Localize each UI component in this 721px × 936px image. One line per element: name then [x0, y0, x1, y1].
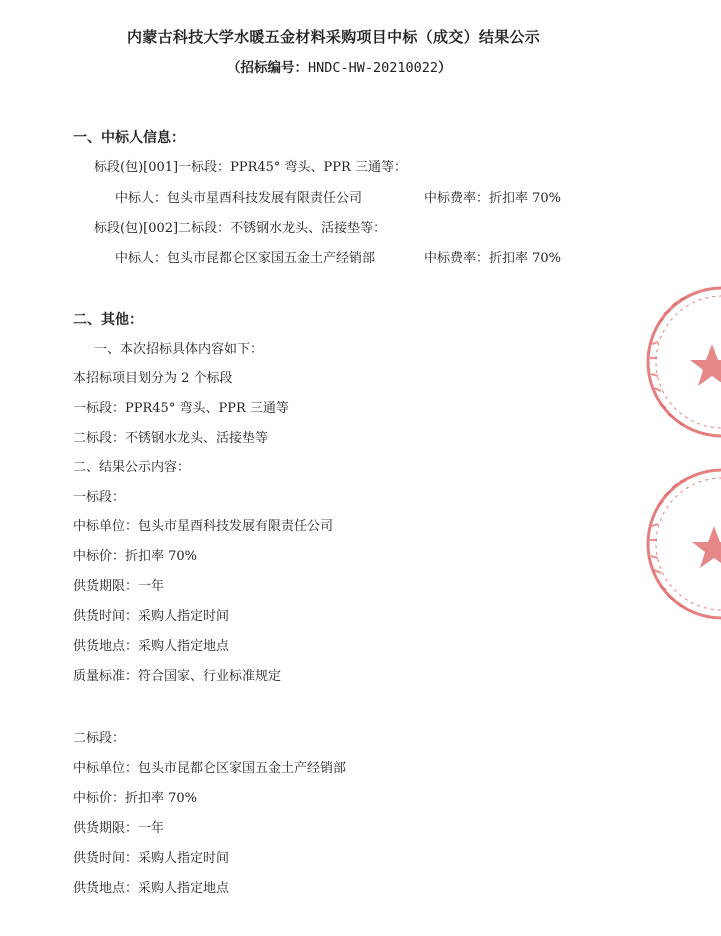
lotB-time: 供货时间：采购人指定时间 — [73, 851, 230, 866]
lot1-description: 标段(包)[001]一标段：PPR45° 弯头、PPR 三通等： — [94, 160, 407, 175]
lot2-rate: 中标费率：折扣率 70% — [424, 251, 562, 266]
content-line: 一标段：PPR45° 弯头、PPR 三通等 — [73, 401, 289, 416]
lotB-place: 供货地点：采购人指定地点 — [73, 881, 230, 896]
lot1-rate: 中标费率：折扣率 70% — [424, 191, 562, 206]
lot1-winner: 中标人：包头市星酉科技发展有限责任公司 — [115, 191, 363, 206]
official-seal-top-icon — [640, 284, 721, 440]
content-line: 本招标项目划分为 2 个标段 — [73, 371, 233, 386]
lotA-quality: 质量标准：符合国家、行业标准规定 — [73, 669, 282, 684]
subsection-results: 二、结果公示内容： — [73, 460, 191, 475]
tender-number-prefix: （招标编号： — [227, 60, 308, 76]
lot2-winner: 中标人：包头市昆都仑区家国五金土产经销部 — [115, 251, 376, 266]
lotA-unit: 中标单位：包头市星酉科技发展有限责任公司 — [73, 519, 334, 534]
section2-heading: 二、其他： — [73, 312, 143, 328]
tender-number — [227, 60, 452, 76]
subsection-content: 一、本次招标具体内容如下： — [94, 342, 264, 357]
page-title: 内蒙古科技大学水暖五金材料采购项目中标（成交）结果公示 — [127, 28, 541, 46]
tender-number-suffix: ） — [438, 60, 452, 76]
official-seal-bottom-icon — [640, 464, 721, 620]
lotA-time: 供货时间：采购人指定时间 — [73, 609, 230, 624]
lotA-price: 中标价：折扣率 70% — [73, 549, 198, 564]
tender-number-code: HNDC-HW-20210022 — [308, 60, 439, 76]
lotB-period: 供货期限：一年 — [73, 821, 165, 836]
lotA-label: 一标段： — [73, 490, 126, 505]
lotB-unit: 中标单位：包头市昆都仑区家国五金土产经销部 — [73, 761, 347, 776]
lotB-price: 中标价：折扣率 70% — [73, 791, 198, 806]
lotA-period: 供货期限：一年 — [73, 579, 165, 594]
lotA-place: 供货地点：采购人指定地点 — [73, 639, 230, 654]
section1-heading: 一、中标人信息： — [73, 130, 185, 146]
lot2-description: 标段(包)[002]二标段：不锈钢水龙头、活接垫等： — [94, 221, 387, 236]
content-line: 二标段：不锈钢水龙头、活接垫等 — [73, 431, 269, 446]
lotB-label: 二标段： — [73, 731, 126, 746]
